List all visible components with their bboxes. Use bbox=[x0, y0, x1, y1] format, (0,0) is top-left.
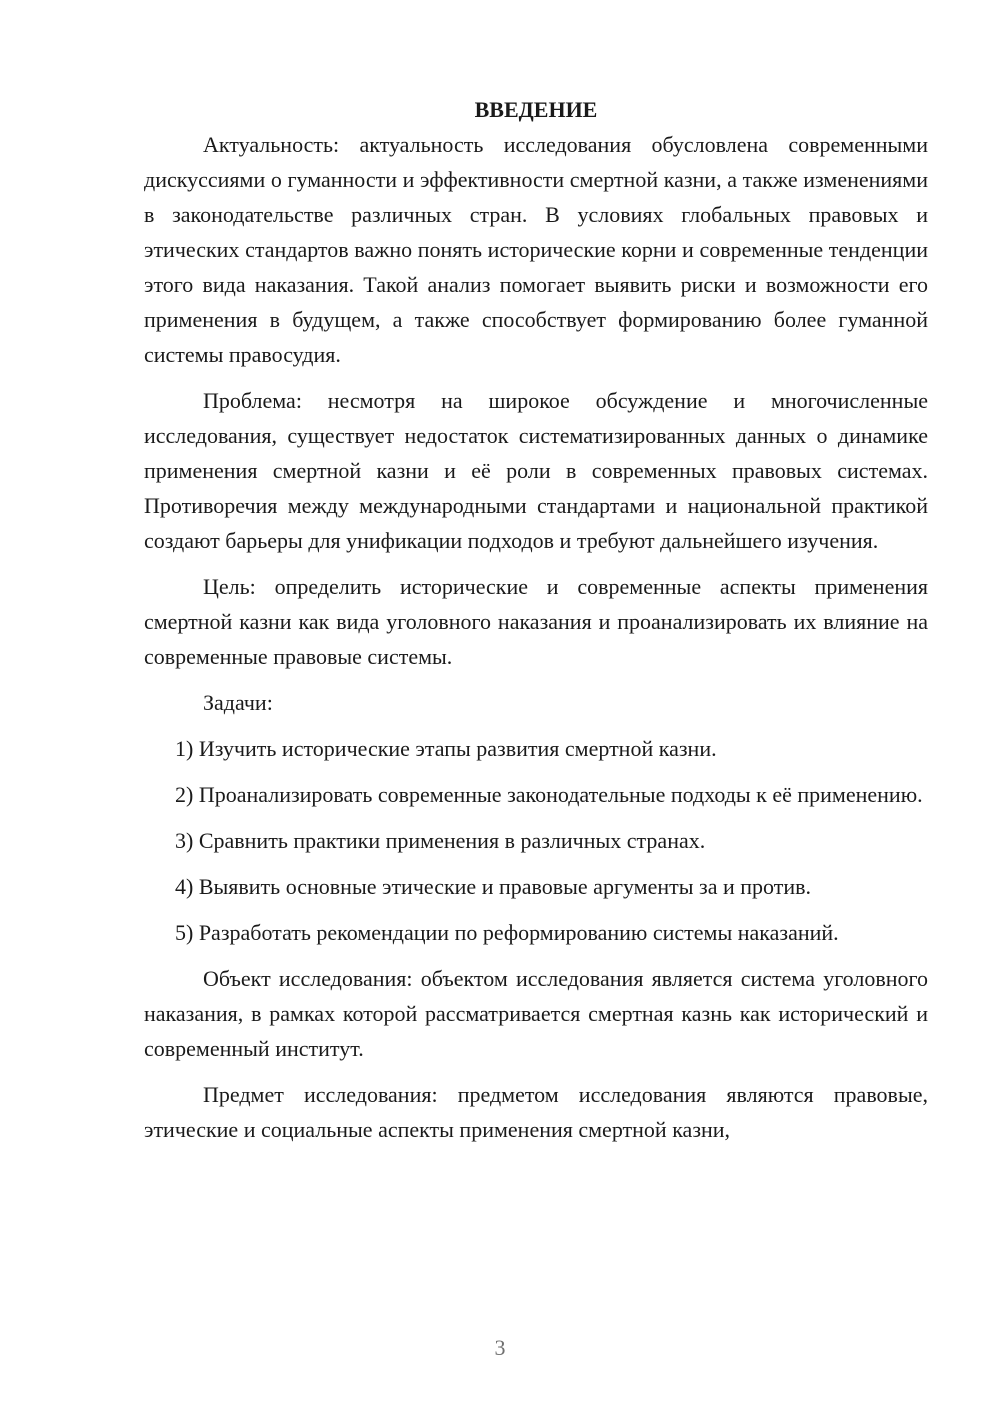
task-item-4: 4) Выявить основные этические и правовые аргументы за и против. bbox=[175, 874, 812, 899]
page-number: 3 bbox=[494, 1335, 506, 1360]
subject-paragraph: Предмет исследования: предметом исследования являются правовые, этические и социальные аспекты применения смертной казни, bbox=[144, 1082, 928, 1142]
task-item-3: 3) Сравнить практики применения в различных странах. bbox=[175, 828, 706, 853]
goal-paragraph: Цель: определить исторические и современные аспекты применения смертной казни как вида уголовного наказания и проанализировать их влияние на современные правовые системы. bbox=[144, 574, 928, 669]
section-heading: ВВЕДЕНИЕ bbox=[474, 97, 598, 122]
object-paragraph: Объект исследования: объектом исследования является система уголовного наказания, в рамках которой рассматривается смертная казнь как исторический и современный институт. bbox=[144, 966, 928, 1061]
task-item-1: 1) Изучить исторические этапы развития смертной казни. bbox=[175, 736, 717, 761]
tasks-heading: Задачи: bbox=[203, 690, 273, 715]
problem-paragraph: Проблема: несмотря на широкое обсуждение и многочисленные исследования, существует недостаток систематизированных данных о динамике применения смертной казни и её роли в современных правовых системах. Противоречия между международными стандартами и национальной практикой создают барьеры для унификации подходов и требуют дальнейшего изучения. bbox=[144, 388, 928, 553]
document-body bbox=[144, 92, 928, 1147]
relevance-paragraph: Актуальность: актуальность исследования обусловлена современными дискуссиями о гуманности и эффективности смертной казни, а также изменениями в законодательстве различных стран. В условиях глобальных правовых и этических стандартов важно понять исторические корни и современные тенденции этого вида наказания. Такой анализ помогает выявить риски и возможности его применения в будущем, а также способствует формированию более гуманной системы правосудия. bbox=[144, 132, 928, 367]
task-item-5: 5) Разработать рекомендации по реформированию системы наказаний. bbox=[175, 920, 839, 945]
task-item-2: 2) Проанализировать современные законодательные подходы к её применению. bbox=[175, 782, 923, 807]
